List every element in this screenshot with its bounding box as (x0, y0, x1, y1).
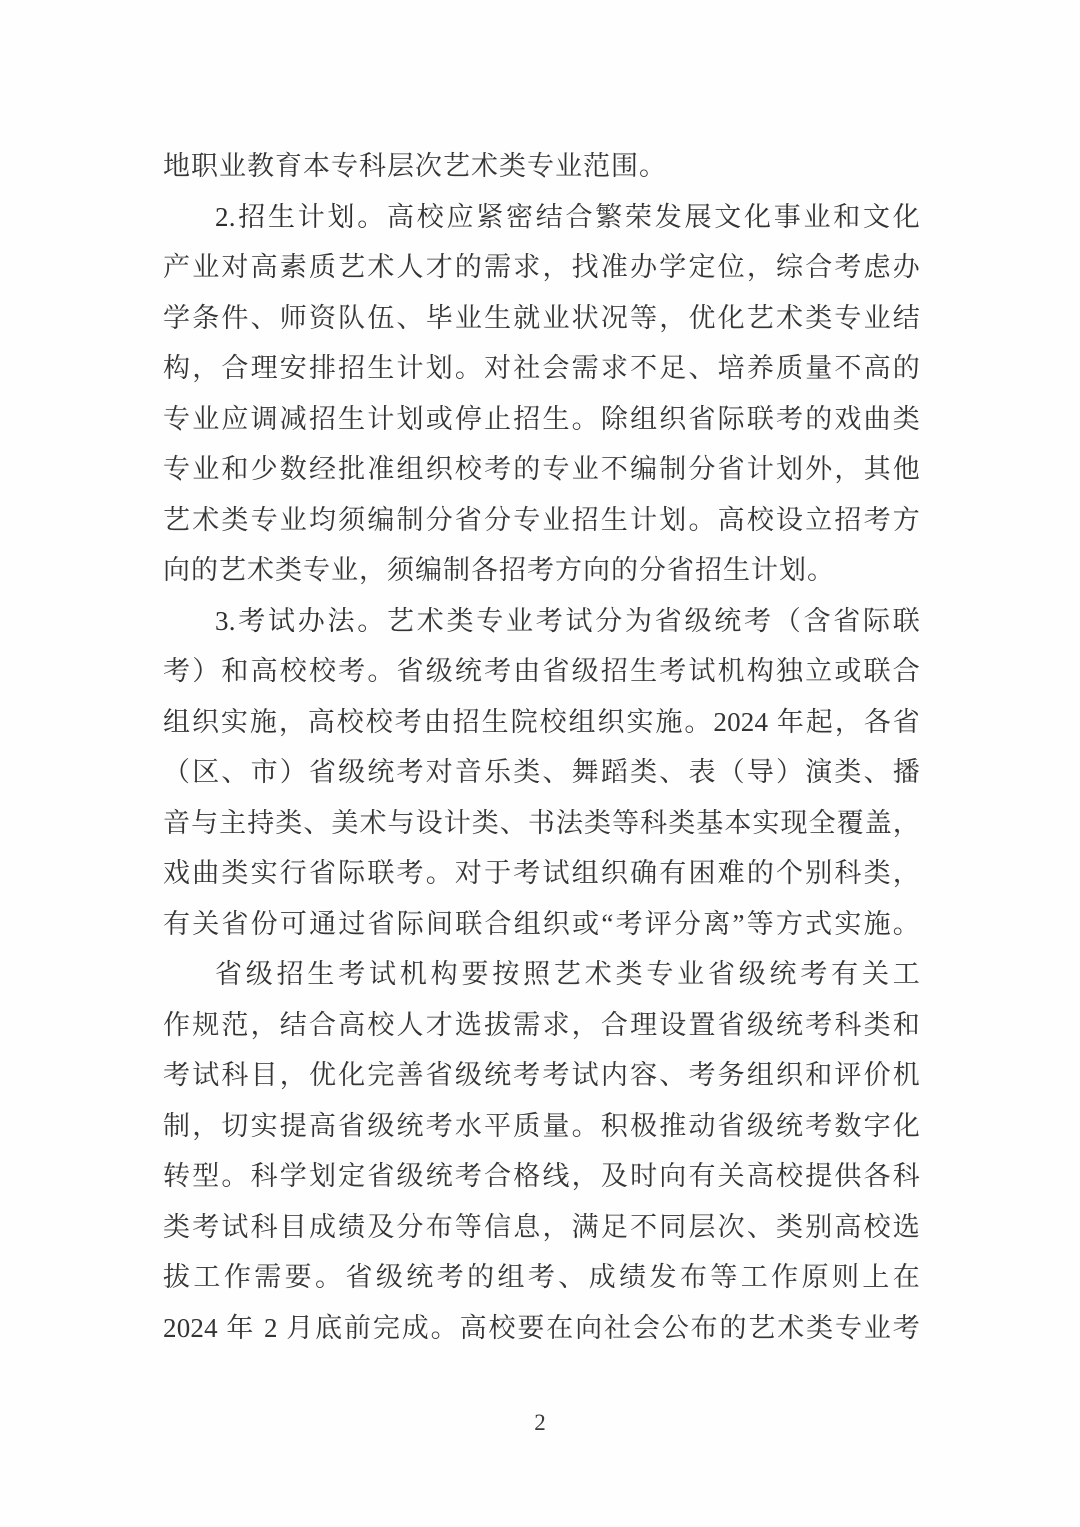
text-line (163, 747, 920, 798)
line-text: 艺术类专业考试分为省级统考（含省际联 (386, 605, 920, 636)
paragraph-exam-methods (163, 596, 920, 950)
text-line (163, 798, 920, 849)
line-text: 艺术类专业均须编制分省分专业招生计划。高校设立招考方 (163, 504, 920, 535)
text-line (163, 545, 920, 596)
line-text: 组织实施，高校校考由招生院校组织实施。2024 年起，各省 (163, 706, 920, 737)
text-line (163, 444, 920, 495)
line-text: 有关省份可通过省际间联合组织或“考评分离”等方式实施。 (163, 908, 920, 939)
text-line (163, 848, 920, 899)
line-text: 戏曲类实行省际联考。对于考试组织确有困难的个别科类， (163, 858, 920, 888)
line-text: 转型。科学划定省级统考合格线，及时向有关高校提供各科 (163, 1161, 920, 1191)
paragraph-provincial-exam-org (163, 949, 920, 1353)
line-text: 产业对高素质艺术人才的需求，找准办学定位，综合考虑办 (163, 252, 920, 282)
text-line (163, 1050, 920, 1101)
paragraph-enrollment-plan (163, 192, 920, 596)
text-line (163, 242, 920, 293)
item-number-heading: 2.招生计划。 (215, 201, 387, 232)
text-line (163, 343, 920, 394)
text-line (163, 1303, 920, 1354)
line-text: 学条件、师资队伍、毕业生就业状况等，优化艺术类专业结 (163, 302, 920, 333)
text-line (163, 141, 920, 192)
line-text: 拔工作需要。省级统考的组考、成绩发布等工作原则上在 (163, 1262, 920, 1292)
text-line (163, 646, 920, 697)
text-line (163, 495, 920, 546)
line-text: 考）和高校校考。省级统考由省级招生考试机构独立或联合 (163, 656, 920, 686)
line-text: 制，切实提高省级统考水平质量。积极推动省级统考数字化 (163, 1110, 920, 1141)
page-number: 2 (534, 1410, 546, 1435)
text-line (163, 1151, 920, 1202)
line-text: 考试科目，优化完善省级统考考试内容、考务组织和评价机 (163, 1060, 920, 1090)
line-text: 高校应紧密结合繁荣发展文化事业和文化 (386, 201, 920, 232)
text-line (163, 1000, 920, 1051)
text-line (163, 1252, 920, 1303)
text-line (163, 1202, 920, 1253)
line-text: 专业应调减招生计划或停止招生。除组织省际联考的戏曲类 (163, 403, 920, 434)
line-text: 2024 年 2 月底前完成。高校要在向社会公布的艺术类专业考 (163, 1312, 920, 1343)
line-text: 构，合理安排招生计划。对社会需求不足、培养质量不高的 (163, 353, 920, 383)
text-line (163, 293, 920, 344)
document-body (163, 141, 920, 1353)
text-line (163, 394, 920, 445)
paragraph-scope-end (163, 141, 920, 192)
text-line (163, 192, 920, 243)
text-line (163, 1101, 920, 1152)
line-text: 地职业教育本专科层次艺术类专业范围。 (163, 151, 667, 181)
line-text: 音与主持类、美术与设计类、书法类等科类基本实现全覆盖， (163, 807, 920, 838)
text-line (163, 899, 920, 950)
text-line (163, 596, 920, 647)
line-text: 省级招生考试机构要按照艺术类专业省级统考有关工 (215, 959, 920, 989)
line-text: （区、市）省级统考对音乐类、舞蹈类、表（导）演类、播 (163, 757, 920, 787)
line-text: 专业和少数经批准组织校考的专业不编制分省计划外，其他 (163, 454, 920, 484)
line-text: 类考试科目成绩及分布等信息，满足不同层次、类别高校选 (163, 1211, 920, 1242)
item-number-heading: 3.考试办法。 (215, 605, 387, 636)
text-line (163, 697, 920, 748)
line-text: 作规范，结合高校人才选拔需求，合理设置省级统考科类和 (163, 1009, 920, 1040)
line-text: 向的艺术类专业，须编制各招考方向的分省招生计划。 (163, 555, 835, 585)
text-line (163, 949, 920, 1000)
